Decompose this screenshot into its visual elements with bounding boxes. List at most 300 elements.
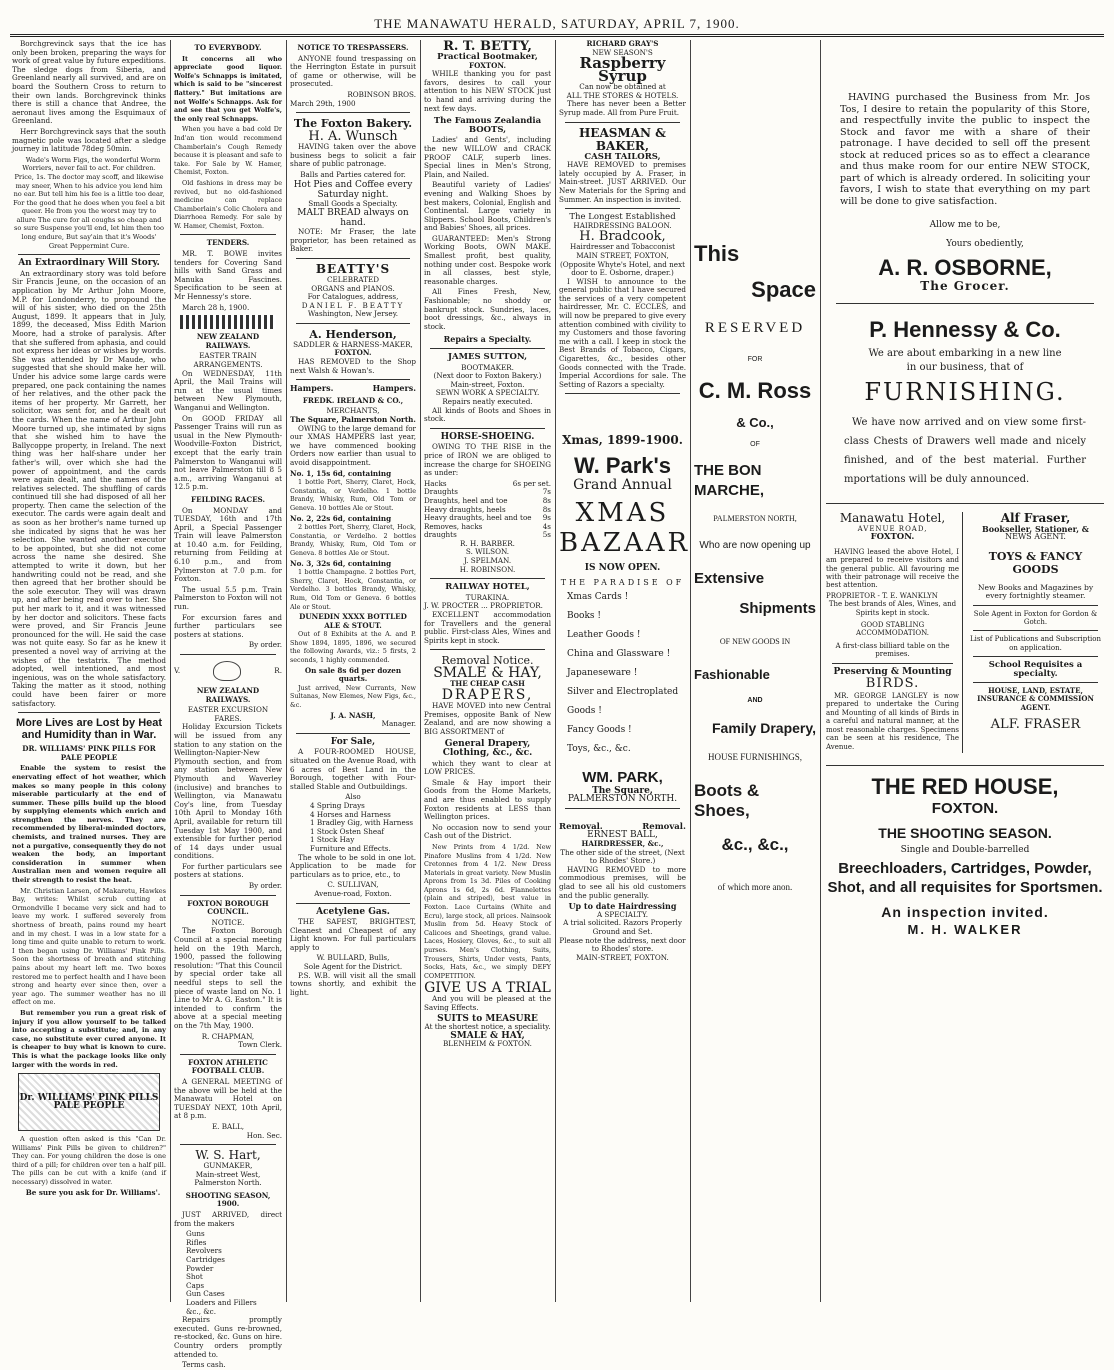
ad-sign: H. ROBINSON. [459, 564, 516, 574]
ad-line: RESERVED [704, 320, 806, 336]
ad-line: Removal. [642, 821, 686, 832]
ad-body: Terms cash. [182, 1360, 226, 1370]
notice-sign: Town Clerk. [238, 1040, 282, 1050]
notice-body: MR. T. BOWE invites tenders for Covering Sand hills with Sand Grass and Manuka Fascines. Specification to be seen at Mr Hennessy's store. [174, 249, 282, 302]
ad-body: Beautiful variety of Ladies' evening and Walking Shoes by best makers, Colonial, English and Continental. Large variety in Slippers. School Boots, Children's and Babies' Shoes, all prices. [424, 180, 551, 233]
ad-list [174, 1230, 282, 1316]
ad-body: We have now arrived and on view some first-class Chests of Drawers well made and nicely finished, and of the best material. Further mportations will be duly announced. [844, 416, 1086, 485]
ad-line: Main-street West, Palmerston North. [194, 1169, 262, 1188]
ad-line: School Requisites a specialty. [988, 660, 1083, 679]
ad-body: HAS REMOVED to the Shop next Walsh & Howan's. [290, 357, 416, 375]
ad-line: FOR [747, 356, 763, 363]
ad-name: SMALE & HAY, [433, 665, 542, 682]
column-5 [559, 39, 691, 1302]
ad-body: New Prints from 4 1/2d. New Pinafore Muslins from 4 1/2d. New Cretonnes from 4 1/2. New Dress Materials in great variety. New Muslin Aprons from 1s 3d. Piles of Cooking Aprons 1s 6d, 2s 6d. Flannelettes (plain and striped), best value in Foxton. Lace Curtains (White and Ecru), large stock, all prices. Nainsook Muslin from 5d. Heavy Stock of Calicoes and Sheetings, grand value. Laces, Hosiery, Gloves, &c., to suit all purses. Men's Clothing, Suits, Trousers, Shirts, Under vests, Pants, Socks, Hats, &c., we simply DEFY COMPETITION. [424, 842, 551, 980]
notice-body: The usual 5.5 p.m. Train Palmerston to Foxton will not run. [174, 584, 282, 612]
divider [296, 903, 410, 904]
ad-line: Hot Pies and Coffee every Saturday night. [293, 179, 413, 200]
ad-body: 2 bottles Port, Sherry, Claret, Hock, Constantia, or Verdelho. 2 bottles Brandy, Whisky, Rum, Old Tom or Geneva. 8 bottles Ale or Stout. [290, 523, 416, 557]
divider [565, 808, 680, 809]
ad-line: (Next door to Foxton Bakery.) Main-street, Foxton. [433, 371, 542, 389]
ad-sign: W. BULLARD, Bulls, [316, 953, 390, 963]
list-item: 1 Stock Hay [310, 835, 355, 845]
ad-line: HOUSE, LAND, ESTATE, INSURANCE & COMMISSION AGENT. [977, 686, 1094, 712]
ad-sign: Manager. [381, 719, 416, 729]
ad-body: MR. GEORGE LANGLEY is now prepared to undertake the Curing and Mounting of all kinds of Birds in a careful and natural manner, at the most reasonable charges. Specimens can be seen at his residence, The Avenue. [826, 692, 960, 751]
ad-line: The Square, [592, 785, 653, 796]
divider [180, 895, 276, 896]
ad-line: NEWS AGENT. [1005, 532, 1066, 542]
divider [296, 733, 410, 734]
masthead-title: THE MANAWATU HERALD, SATURDAY, APRIL 7, 1900. [374, 16, 740, 31]
poem: Wade's Worm Figs, the wonderful Worm Worriers, never fail to act. For children. Price, 1s. The doctor may scoff, and likewise may sneer, When to his advice you lend him no ear. But tell him his fee is a little too dear, For the good that he does when you feel a bit queer. He from you the worst may try to allure The cure for all coughs so cheap and so sure Suspense you'll end, let him then too long endure, But say'ain that it's Woods' Great Peppermint Cure. [13, 155, 165, 250]
ad-body: Smale & Hay import their Goods from the Home Markets, and are thus enabled to supply Foxton residents at LESS than Wellington prices. [424, 777, 551, 822]
notice-body: On WEDNESDAY, 11th April, the Mail Trains will run at the usual times between New Plymouth, Wanganui and Wellington. [174, 368, 282, 412]
notice-body: On GOOD FRIDAY all Passenger Trains will run as usual in the New Plymouth-Woodville-Foxton District, except that the early train Palmerston to Wanganui will not leave Palmerston till 8 5 a.m., arriving Wanganui at 12.5 p.m. [174, 413, 282, 492]
ad-line: Hampers. [372, 383, 416, 394]
ad-body: Just arrived, New Currants, New Sultanas, New Elemes, New Figs, &c., &c. [290, 683, 416, 710]
ad-line: This [694, 241, 740, 266]
ad-line: TURAKINA. [465, 592, 510, 602]
ad-body: which they want to clear at LOW PRICES. [424, 758, 551, 777]
ad-line: Hairdresser and Tobacconist [569, 242, 676, 252]
ad-line: CASH TAILORS, [584, 151, 661, 162]
ad-title: The Foxton Bakery. [293, 117, 413, 131]
ad-subheadline: DR. WILLIAMS' PINK PILLS FOR PALE PEOPLE [22, 744, 156, 762]
list-item: Furniture and Effects. [310, 843, 391, 853]
divider [836, 303, 1094, 304]
list-item: Xmas Cards ! [567, 591, 629, 602]
ad-body: Enable the system to resist the enervating effect of hot weather, which makes so many people in this colony miserable particularly at the end of summer. These pills build up the blood by supplying elements which enrich and strengthen the nerves. They are recommended by liberal-minded doctors, chemists, and trained nurses. They are not a purgative, consequently they do not weaken the body, an important consideration in summer when Australian men and women require all their strength to resist the heat. [12, 764, 166, 885]
ad-sign: R. H. BARBER. [460, 538, 515, 548]
ad-line: Can now be obtained at [579, 82, 666, 92]
divider [18, 712, 160, 713]
train-illustration [180, 315, 276, 329]
ad-line: FOXTON. [468, 60, 507, 70]
ad-line: Single and Double-barrelled [900, 844, 1030, 855]
ad-body: No occasion now to send your Cash out of the District. [424, 822, 551, 841]
notice-body: Holiday Excursion Tickets will be issued from any station to any station on the Wellington-Napier-New Plymouth section, and from any station between New Plymouth and Waverley (inclusive) and branches to Wellington, via Manawatu Coy's line, from Tuesday 10th April to Monday 16th April, available for return till Tuesday 1st May 1900, and extensible for further period of 14 days under usual conditions. [174, 722, 282, 861]
ad-line: of which more anon. [717, 882, 793, 893]
divider [826, 503, 1104, 504]
list-item: Caps [186, 1280, 205, 1290]
ad-body: But remember you run a great risk of injury if you allow yourself to be talked into accepting a substitute; and, in any case, no substitute ever cured anyone. It is cheaper to buy what is known to cure. This is what the package looks like only larger with the words in red. [12, 1008, 166, 1069]
notice-subtitle: NOTICE. [211, 917, 245, 927]
ad-body: P.S. W.B. will visit all the small towns shortly, and exhibit the light. [290, 970, 416, 997]
column-rule [286, 40, 287, 1302]
notice-body: The Foxton Borough Council at a special meeting held on the 19th March, 1900, passed the following resolution: "That this Council by special order take all needful steps to sell the piece of waste land on No. 1 Line to Mr A. G. Easton." It is intended to confirm the above at a special meeting on the 7th May, 1900. [174, 926, 282, 1030]
divider [180, 1054, 276, 1055]
ad-line: THE PARADISE OF [560, 578, 685, 587]
ad-line: THE BON MARCHE, [694, 462, 764, 500]
list-item: 4 Spring Drays [310, 800, 365, 810]
article-body: An extraordinary story was told before Sir Francis Jeune, on the occasion of an application by Mr Arthur John Moore, M.P. for Londonderry, to propound the will of his sister, who died on the 25th August, 1899. It appears that in July, 1899, the deceased, Miss Edith Marion Moore, had a stroke of paralysis. After that she suffered from aphasia, and could not express her ideas or wishes by words. She was attended by Dr Maude, who suggested that she should make her will. Under his advice some large cards were prepared, one pack containing the names of her relatives, and the other pack the items of her property. Mr Garrett, her solicitor, was sent for, and he dealt out the cards. When the name of Arthur John Moore turned up, she intimated by signs that she wished him to have the Ballycoppe property, in Ireland. The next thing was her half-share under her father's will, over which she had the power of appointment, and the cards were again dealt, and the names of the relatives selected. The shuffling of cards continued till she had disposed of all her property. Then came the selection of the executor. The cards were again dealt and as soon as her brother's name turned up she indicated by signs that he was her selection. She wanted another executor to be appointed, but she did not come across the name she desired. She attempted to write it down, but her handwriting could not be read, and she then agreed that her brother should be the sole executor. They will was drawn up, and after being read over to her. She put her mark to it, and it was witnessed by her doctor and solicitors. These facts were proved, and Sir Francis Jeune pronounced for the will. He said the case was not quite easy. So far as he knew it presented a novel way of arriving at the wishes of the testatrix. The method adopted, well intentioned, and most ingenious, was on the whole satisfactory. Taking the matter as it stood, nothing could have been fairer or more satisfactory. [12, 268, 166, 708]
cell: 7s [542, 487, 551, 497]
ad-line: in our business, that of [906, 362, 1024, 374]
ad-line: A trial solicited. Razors Properly Ground and Set. [563, 918, 682, 936]
ad-line: SUITS to MEASURE [437, 1013, 538, 1024]
ad-line: For Catalogues, address, [307, 292, 399, 302]
ad-title: FREDK. IRELAND & CO., [302, 395, 404, 405]
list-item: Japaneseware ! [567, 667, 638, 678]
ad-title: Raspberry Syrup [579, 54, 666, 86]
ad-body: HAVING taken over the above business begs to solicit a fair share of public patronage. [290, 142, 416, 169]
ad-sign: S. WILSON. [465, 547, 510, 557]
ad-line: SHOOTING SEASON, 1900. [185, 1190, 271, 1209]
cell: Draughts, heel and toe [424, 495, 508, 505]
article-paragraph: Herr Borchgrevinck says that the south magnetic pole was located after a sledge journey in latitude 78deg 50min. [12, 126, 166, 154]
notice-date: March 28 h, 1900. [182, 302, 250, 312]
divider [296, 323, 410, 324]
ad-line: MAIN STREET, FOXTON, [576, 250, 669, 260]
ad-line: FOXTON. [334, 348, 372, 358]
ad-line: HOUSE FURNISHINGS, [707, 751, 802, 762]
ad-line: DANIEL F. BEATTY [301, 300, 405, 310]
ad-title: TO EVERYBODY. [194, 43, 262, 52]
right-ads [967, 512, 1104, 753]
ad-body: All Fines Fresh, New, Fashionable; no shoddy or bankrupt stock. Sundries, laces, boot dressings, &c., always in stock. [424, 287, 551, 331]
ad-title: A. R. OSBORNE, [878, 255, 1052, 281]
article-paragraph: Borchgrevinck says that the ice has only been broken, preparing the ways for work of great value by future expeditions. The sledge dogs from Siberia, and Greenland nearly all survived, and are on board the Southern Cross to return to their own lands. Borchgrevinck thinks there is still a chance that Andree, the aeronaut lives among the Esquimaux of Greenland. [12, 39, 166, 126]
ad-line: Removal. [559, 821, 603, 832]
cell: 8s [542, 495, 551, 505]
ad-sign: C. SULLIVAN, [327, 880, 379, 890]
notice-title: NEW ZEALAND RAILWAYS. [196, 686, 260, 704]
ad-line: RICHARD GRAY'S [586, 39, 659, 48]
column-2 [174, 40, 282, 1370]
ad-line: MALT BREAD always on hand. [297, 208, 409, 229]
ad-line: XMAS [575, 498, 670, 529]
column-rule [690, 40, 691, 1302]
ad-line: GUNMAKER, [203, 1161, 253, 1171]
ad-title: A. Henderson, [309, 327, 397, 341]
ad-line: GOOD STABLING ACCOMMODATION. [856, 621, 929, 638]
divider [430, 578, 545, 579]
column-1 [12, 40, 166, 1302]
ad-title: JAMES SUTTON, [447, 352, 528, 362]
ad-body: A FOUR-ROOMED HOUSE, situated on the Avenue Road, with 6 acres of Best Land in the Borough, together with Four-stalled Stable and Outbuildings. [290, 747, 416, 791]
ad-line: AVENUE ROAD, [857, 524, 928, 533]
notice-subtitle: EASTER EXCURSION FARES. [187, 705, 269, 723]
ad-line: Bookseller, Stationer, & [982, 523, 1089, 534]
ad-line: Fashionable [694, 666, 770, 682]
ad-line: The other side of the street, (Next to Rhodes' Store.) [560, 847, 685, 866]
ad-title: HEASMAN & BAKER, [578, 125, 667, 153]
ad-title: For Sale, [330, 736, 376, 747]
notice-sign: ROBINSON BROS. [347, 89, 416, 99]
ad-body: OWING TO THE RISE in the price of IRON we are obliged to increase the charge for SHOEING as under: [424, 442, 551, 478]
ad-body: JUST ARRIVED, direct from the makers [174, 1210, 282, 1228]
ad-body: Out of 8 Exhibits at the A. and P. Show 1894, 1895, 1896, we secured the following Awards, viz.: 5 firsts, 2 seconds, 1 highly commended. [290, 630, 416, 665]
ad-line: No. 3, 32s 6d, containing [290, 558, 392, 568]
ad-line: MERCHANTS, [326, 406, 380, 416]
notice-body: For further particulars see posters at stations. [174, 861, 282, 880]
ad-body: The whole to be sold in one lot. Application to be made for particulars as to price, etc., to [290, 852, 416, 879]
ad-title: Preserving & Mounting [833, 666, 952, 677]
notice-title: FEILDING RACES. [191, 494, 265, 504]
divider [18, 254, 160, 255]
ad-line: Boots & Shoes, [694, 781, 760, 821]
column-6 [694, 40, 816, 1302]
ad-line: The best brands of Ales, Wines, and Spirits kept in stock. [828, 600, 957, 617]
ad-sign: ALF. FRASER [990, 717, 1081, 733]
price-table [424, 480, 551, 540]
divider [180, 234, 276, 235]
column-rule [555, 40, 556, 1302]
ad-body: When you have a bad cold Dr Ind'an tion would recommend Chamberlain's Cough Remedy because it is pleasant and safe to take. For Sale by W. Hamer, Chemist, Foxton. [174, 125, 282, 177]
ad-body: All kinds of Boots and Shoes in stock. [424, 405, 551, 424]
ad-line: FOXTON. [931, 799, 999, 817]
ad-sign: J. SPELMAN. [463, 556, 512, 566]
column-rule [420, 40, 421, 1302]
ad-line: Washington, New Jersey. [307, 309, 399, 319]
notice-subtitle: EASTER TRAIN ARRANGEMENTS. [193, 351, 263, 369]
ad-name: H. A. Wunsch [308, 129, 398, 145]
ad-sign: SMALE & HAY, [450, 1030, 525, 1041]
ad-line: The Longest Established [569, 212, 676, 223]
notice-sign: By order. [248, 640, 282, 650]
ad-line: New Books and Magazines by every fortnightly steamer. [977, 582, 1094, 601]
divider [430, 649, 545, 650]
divider [826, 765, 1104, 766]
royal-r: R. [274, 665, 282, 675]
ad-line: SADDLER & HARNESS-MAKER, [293, 339, 413, 349]
ad-line: THE SHOOTING SEASON. [878, 824, 1052, 841]
ad-body: Mr. Christian Larsen, of Makaretu, Hawkes Bay, writes: Whilst scrub cutting at Ormondville I became very sick and had to leave my work. I suffered severely from shortness of breath, pains round my heart and in my chest. I was in a low state for a long time and quite unable to return to work. I then began using Dr. Williams' Pink Pills. Soon the shortness of breath and stitching pains about my heart left me. Two boxes restored me to perfect health and I have been strong and hearty ever since then, over a year ago. The summer weather has no ill effect on me. [12, 886, 167, 1007]
cell: Draughts [424, 487, 458, 497]
ad-line: A SPECIALTY. [596, 909, 649, 919]
ad-line: J. W. PROCTER ... PROPRIETOR. [424, 601, 543, 611]
notice-sign: By order. [248, 881, 282, 891]
ad-title: Alf Fraser, [1000, 510, 1071, 525]
ad-line: An inspection invited. [881, 903, 1049, 920]
ad-body: 1 bottle Champagne. 2 bottles Port, Sherry, Claret, Hock, Constantia, or Verdelho. 3 bottles Brandy, Whisky, Rum, Old Tom or Geneva. 6 bottles Ale or Stout. [290, 568, 416, 611]
ad-line: HAIRDRESSER, &c., [581, 838, 664, 848]
ad-line: THE CHEAP CASH [450, 679, 525, 689]
column-3 [290, 40, 416, 1302]
ad-subtitle: General Drapery, Clothing, &c., &c. [442, 739, 533, 758]
divider [180, 654, 276, 655]
ad-body: HAVING REMOVED to more commodious premises, will be glad to see all his old customers and the public generally. [559, 864, 686, 900]
divider [180, 1144, 276, 1145]
notice-title: FOXTON ATHLETIC FOOTBALL CLUB. [188, 1057, 268, 1076]
ad-line: MAIN-STREET, FOXTON. [576, 952, 669, 962]
ad-line: Xmas, 1899-1900. [562, 433, 683, 448]
ad-body: I WISH to announce to the general public that I have secured the services of a very competent hairdresser, Mr. C. ECCLES, and will now be prepared to give every attention combined with civility to my Customers and those favoring me with a call. I keep in stock the Best Brands of Tobacco, Cigars, Cigarettes, &c., besides other Goods connected with the Trade. Imperial Accordions for sale. The Setting of Razors a specialty. [559, 276, 686, 389]
ad-line: IS NOW OPEN. [584, 563, 661, 574]
column-rule [170, 40, 171, 1302]
ad-title: THE RED HOUSE, [871, 773, 1059, 799]
ad-line: On sale 8s 6d per dozen quarts. [304, 665, 402, 684]
list-item: 1 Bradley Gig, with Harness [310, 818, 414, 828]
list-item: Leather Goods ! [567, 629, 641, 640]
notice-body: For excursion fares and further particulars see posters at stations. [174, 612, 282, 639]
notice-title: FOXTON BOROUGH COUNCIL. [187, 898, 269, 917]
column-7 [826, 40, 1104, 1302]
divider [565, 122, 680, 123]
ad-line: The Grocer. [920, 279, 1010, 294]
divider [296, 112, 410, 113]
divider [430, 348, 545, 349]
ad-line: DUNEDIN XXXX BOTTLED ALE & STOUT. [299, 612, 407, 630]
ad-name: WM. PARK, [582, 768, 663, 786]
ad-line: SEWN WORK A SPECIALTY. [435, 388, 540, 398]
divider [565, 208, 680, 209]
ad-line: The Square, Palmerston North. [290, 415, 416, 425]
ad-line: No. 1, 15s 6d, containing [290, 468, 392, 478]
list-item: China and Glassware ! [567, 648, 671, 659]
ad-line: FOXTON. [870, 532, 915, 543]
list-item: &c., &c. [186, 1306, 216, 1316]
ad-line: No. 2, 22s 6d, containing [290, 513, 392, 523]
article-title: An Extraordinary Will Story. [18, 258, 160, 269]
notice-title: NEW ZEALAND RAILWAYS. [196, 332, 260, 350]
ad-sign: M. H. WALKER [907, 921, 1023, 937]
ad-body: HAVE REMOVED to premises lately occupied by A. Fraser, in Main-street. JUST ARRIVED. Our New Materials for the Spring and Summer. An inspection is invited. [559, 160, 686, 204]
ad-title: RAILWAY HOTEL, [445, 582, 530, 593]
ad-body: WHILE thanking you for past favors, desires to call your attention to his NEW STOCK just to hand and arriving during the next few days. [424, 69, 551, 113]
ad-line: Hampers. [290, 383, 334, 394]
notice-body: ANYONE found trespassing on the Herrington Estate in pursuit of game or otherwise, will be prosecuted. [290, 53, 416, 89]
ad-subtitle: The Famous Zealandia BOOTS, [433, 116, 542, 135]
divider [973, 605, 1098, 606]
ad-line: ALL THE STORES & HOTELS. [566, 90, 679, 100]
ad-line: Shipments [739, 600, 816, 618]
ad-list [559, 588, 686, 759]
ad-sign: BLENHEIM & FOXTON. [443, 1039, 532, 1049]
ad-title: Manawatu Hotel, [839, 510, 946, 525]
ad-line: Breechloaders, Cartridges, Powder, Shot, and all requisites for Sportsmen. [827, 859, 1103, 896]
ad-line: HAIRDRESSING BALOON. [573, 220, 672, 230]
ad-line: (Opposite Whyte's Hotel, and next door to E. Osborne, draper.) [559, 259, 686, 278]
divider [565, 393, 680, 394]
royal-v: V. [174, 665, 181, 675]
divider [832, 663, 953, 664]
column-rule [820, 40, 821, 1302]
ad-footer: Be sure you ask for Dr. Williams'. [25, 1187, 161, 1197]
ad-line: Family Drapery, [711, 719, 816, 736]
notice-sign: Hon. Sec. [246, 1130, 282, 1140]
ad-line: GIVE US A TRIAL [424, 980, 551, 997]
ad-body: And you will be pleased at the Saving Effects. [424, 994, 551, 1012]
list-item: Toys, &c., &c. [567, 743, 631, 754]
ad-line: &c., &c., [721, 835, 789, 855]
masthead [10, 14, 1104, 37]
ad-line: Yours obediently, [946, 238, 1024, 249]
ad-line: ORGANS and PIANOS. [311, 283, 395, 293]
ad-title: BEATTY'S [315, 261, 391, 276]
ad-line: OF [750, 440, 760, 448]
notice-title: NOTICE TO TRESPASSERS. [297, 43, 409, 52]
list-item: Revolvers [186, 1246, 222, 1256]
cell: Heavy draughts, heels [424, 504, 506, 514]
cell: Removes, hacks [424, 521, 483, 531]
ad-title: Acetylene Gas. [316, 906, 390, 917]
ad-line: Also [345, 792, 361, 802]
ad-line: OF NEW GOODS IN [719, 637, 791, 647]
cell: 6s per set. [512, 478, 551, 488]
ad-line: PALMERSTON NORTH. [567, 794, 678, 805]
list-item: Loaders and Fillers [186, 1298, 257, 1307]
ad-line: BOOTMAKER. [461, 362, 514, 372]
ad-line: NEW SEASON'S [592, 47, 653, 57]
list-item: 1 Stock Osten Sheaf [310, 826, 385, 836]
ad-body: HAVE MOVED into new Central Premises, opposite Bank of New Zealand, and are now showing a BIG ASSORTMENT of [424, 701, 551, 736]
notice-sign: E. BALL, [211, 1121, 245, 1131]
ad-line: A first-class billiard table on the premises. [835, 641, 950, 659]
ad-line: Allow me to be, [929, 220, 1001, 230]
ad-line: TOYS & FANCY GOODS [988, 549, 1083, 576]
ad-body: There has never been a Better Syrup made. All from Pure Fruit. [559, 99, 686, 117]
ad-body: Ladies' and Gents', including the new WILLOW and CRACK PROOF CALF, superb lines. Special lines in Men's Strong, Plain, and Nailed. [424, 135, 551, 179]
list-item: Books ! [567, 610, 602, 621]
list-item: Powder [186, 1263, 214, 1273]
notice-body: A GENERAL MEETING of the above will be held at the Manawatu Hotel on TUESDAY NEXT, 10th April, at 8 p.m. [174, 1076, 282, 1121]
ad-headline: More Lives are Lost by Heat and Humidity than in War. [15, 717, 163, 742]
left-ads [826, 512, 963, 753]
ad-line: Sole Agent in Foxton for Gordon & Gotch. [973, 609, 1098, 626]
ad-line: Practical Bootmaker, [437, 52, 538, 62]
ad-body: It concerns all who appreciate good liquor. Wolfe's Schnapps is imitated, which is said to be "sincerest flattery." But imitations are not Wolfe's Schnapps. Ask for and see that you get Wolfe's, the only real Schnapps. [174, 54, 282, 123]
notice-date: March 29th, 1900 [290, 98, 356, 108]
list-item: Gun Cases [186, 1289, 225, 1299]
ad-name: H. Bradcook, [579, 229, 666, 245]
ad-line: BIRDS. [865, 676, 920, 692]
ad-title: W. Park's [574, 453, 671, 479]
ad-list [290, 802, 416, 854]
divider [296, 258, 410, 259]
ad-body: GUARANTEED: Men's Strong Working Boots, OWN MAKE. Smallest profit, best quality, nothing under cost. Bespoke work in all classes, best style, reasonable charges. [424, 233, 551, 286]
ad-body: HAVING leased the above Hotel, I am prepared to receive visitors and the general public. All favouring me with their patronage will receive the best attention. [826, 547, 960, 590]
divider [973, 656, 1098, 657]
ad-line: Small Goods a Specialty. [308, 198, 398, 208]
ad-line: CELEBRATED [326, 274, 380, 284]
list-item: Rifles [186, 1237, 207, 1247]
ad-line: Balls and Parties catered for. [300, 169, 406, 179]
divider [296, 379, 410, 380]
cell: draughts [424, 530, 457, 540]
list-item: Shot [186, 1272, 203, 1282]
ad-title: Removal Notice. [441, 654, 534, 668]
ad-line: AND [747, 696, 763, 704]
ad-title: P. Hennessy & Co. [869, 316, 1061, 342]
ad-sign: Avenue-road, Foxton. [314, 888, 392, 898]
ad-line: At the shortest notice, a speciality. [424, 1022, 551, 1032]
ad-body: Old fashions in dress may be revived, but no old-fashioned medicine can replace Chamberlain's Colic Cholera and Diarrhoea Remedy. For sale by W. Hamer, Chemist, Foxton. [174, 178, 282, 230]
ad-sign: Sole Agent for the District. [303, 962, 403, 972]
ad-body: EXCELLENT accommodation for Travellers and the general public. First-class Ales, Wines and Spirits kept in stock. [424, 610, 551, 645]
ad-body: HAVING purchased the Business from Mr. Jos Tos, I desire to retain the popularity of this Store, and respectfully invite the public to inspect the Stock and favor me with a share of their patronage. I have decided to sell off the present stock at reduced prices so as to effect a clearance and thus make room for our entire NEW STOCK, part of which is already ordered. In soliciting your favors, I wish to state that everything on my part will be done to give satisfaction. [840, 92, 1090, 207]
ad-line: Grand Annual [573, 477, 672, 494]
ad-body: A question often asked is this "Can Dr. Williams' Pink Pills be given to children?" They can. For young children the dose is one third of a pill; for children over ten a half pill. The pills can be cut with a knife (and if necessary) dissolved in water. [12, 1135, 166, 1187]
list-item: Fancy Goods ! [567, 724, 632, 735]
notice-sign: R. CHAPMAN, [201, 1031, 255, 1041]
ad-body: OWING to the large demand for our XMAS HAMPERS last year, we have commenced booking Orders now earlier than usual to avoid disappointment. [290, 423, 416, 467]
cell: 9s [542, 513, 551, 523]
column-4 [424, 40, 551, 1302]
ad-line: PALMERSTON NORTH, [713, 514, 797, 524]
list-item: 4 Horses and Harness [310, 809, 391, 819]
ad-line: BAZAAR [559, 528, 691, 559]
pill-box-illustration: Dr. WILLIAMS' PINK PILLS PALE PEOPLE [18, 1073, 160, 1131]
divider [430, 428, 545, 429]
cell: 4s [542, 521, 551, 531]
cell: Heavy draughts, heel and toe [424, 513, 532, 523]
ad-line: DRAPERS, [441, 687, 534, 703]
ad-name: ERNEST BALL, [587, 830, 658, 841]
divider [973, 630, 1098, 631]
cell: Hacks [424, 478, 447, 488]
